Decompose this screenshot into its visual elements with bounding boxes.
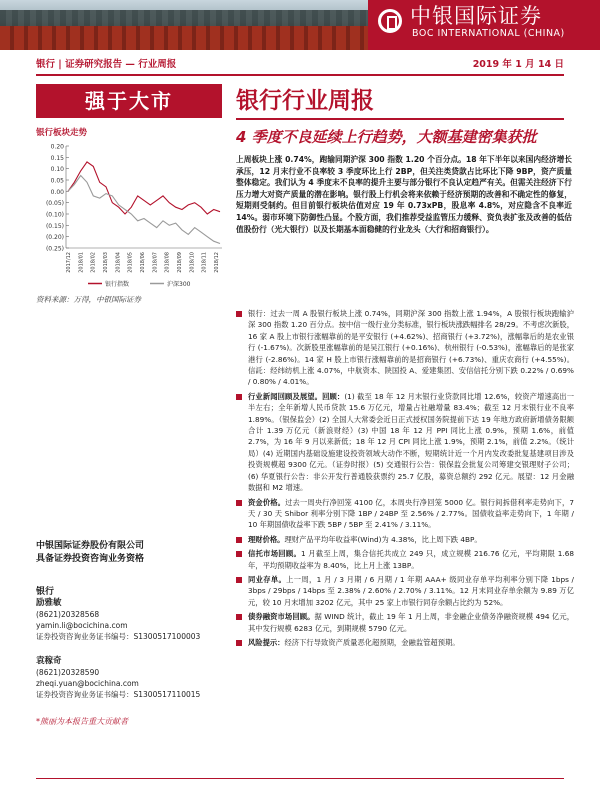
- x-tick-label: 2018/04: [115, 252, 122, 273]
- series-line-1: [68, 176, 220, 244]
- x-tick-label: 2018/08: [164, 252, 171, 273]
- bullet-item: [236, 497, 574, 531]
- y-tick-label: 0.05: [50, 177, 64, 185]
- x-tick-label: 2018/03: [103, 252, 109, 273]
- analyst-name: 袁稼奇: [36, 656, 62, 666]
- x-tick-label: 2018/06: [140, 252, 146, 273]
- analyst-card: [36, 656, 200, 700]
- chart-title: 银行板块走势: [36, 128, 88, 138]
- y-tick-label: 0.00: [50, 188, 64, 196]
- bullet-item: [236, 391, 574, 494]
- analyst-email[interactable]: yamin.li@bocichina.com: [36, 621, 128, 630]
- bullet-item: [236, 611, 574, 634]
- bullet-square-icon: [236, 551, 242, 557]
- bullet-square-icon: [236, 311, 242, 317]
- bullet-heading: 债券融资市场回顾。: [248, 612, 315, 622]
- analyst-card: [36, 598, 200, 642]
- contributor-note: *熊丽为本报告重大贡献者: [36, 717, 128, 726]
- x-tick-label: 2018/01: [78, 252, 85, 273]
- bullet-item: [236, 574, 574, 608]
- footer-divider: [36, 778, 564, 779]
- bullet-text: 经济下行导致资产质量恶化超预期，金融监管超预期。: [284, 637, 460, 647]
- title-divider: [236, 118, 564, 120]
- x-tick-label: 2018/02: [90, 252, 97, 273]
- bullet-item: [236, 534, 574, 545]
- analyst-name: 励雅敏: [36, 598, 62, 608]
- brand-logo: [368, 0, 600, 50]
- analyst-cert: 证券投资咨询业务证书编号：S1300517110015: [36, 690, 201, 699]
- company-name: 中银国际证券股份有限公司: [36, 541, 145, 551]
- bullet-heading: 风险提示：: [248, 637, 285, 647]
- legend-label: 沪深300: [167, 281, 191, 288]
- sector-label: 银行: [36, 587, 55, 597]
- sector-performance-chart: [36, 138, 226, 292]
- x-tick-label: 2018/09: [177, 252, 183, 273]
- legend-label: 银行指数: [105, 281, 130, 288]
- y-tick-label: (0.20): [45, 234, 64, 242]
- x-tick-label: 2018/10: [189, 252, 196, 273]
- bullet-square-icon: [236, 394, 242, 400]
- bullet-item: [236, 637, 574, 648]
- x-tick-label: 2018/07: [152, 252, 159, 273]
- bullet-item: [236, 548, 574, 571]
- bullet-heading: 资金价格。: [248, 497, 286, 507]
- y-tick-label: (0.10): [45, 211, 64, 219]
- report-date: 2019 年 1 月 14 日: [472, 59, 564, 70]
- y-tick-label: (0.15): [45, 222, 64, 230]
- analyst-cert: 证券投资咨询业务证书编号：S1300517100003: [36, 632, 201, 641]
- bullet-text: 理财产品平均年收益率(Wind)为 4.38%，比上周下跌 4BP。: [284, 534, 482, 544]
- analyst-phone: (8621)20328590: [36, 668, 100, 677]
- rating-badge: [36, 84, 222, 118]
- bullet-text: 过去一周央行净回笼 4100 亿，本周央行净回笼 5000 亿。银行间拆借利率走势向下，7 天 / 30 天 Shibor 利率分别下降 1BP / 24BP 至 2.56% / 2.77%。国债收益率走势向下，1 年期 / 10 年期国债收益率下跌 5BP / 5BP 至 2.41% / 3.11%。: [248, 497, 575, 530]
- x-tick-label: 2018/11: [201, 252, 208, 273]
- bullet-heading: 信托市场回顾。: [248, 549, 302, 559]
- chart-source: 资料来源：万得，中银国际证券: [36, 295, 141, 304]
- logo-english-name: BOC INTERNATIONAL (CHINA): [412, 28, 565, 39]
- y-tick-label: 0.20: [50, 143, 64, 151]
- bullet-text: 上一周，1 月 / 3 月期 / 6 月期 / 1 年期 AAA+ 级同业存单平均利率分别下降 1bps / 3bps / 29bps / 14bps 至 2.38% / 2.60% / 2.70% / 3.11%。12 月末同业存单余额为 9.89 万亿元，较 10 月末增加 3202 亿元，其中 25 家上市银行同存余额占比约为 52%。: [248, 574, 575, 607]
- company-qualification: 具备证券投资咨询业务资格: [36, 554, 145, 564]
- y-tick-label: 0.10: [50, 166, 64, 174]
- bullet-square-icon: [236, 577, 242, 583]
- bullet-text: 1 月截至上周，集合信托共成立 249 只，成立规模 216.76 亿元，平均期限 1.68 年，平均预期收益率为 8.40%，比上月上涨 13BP。: [248, 549, 575, 570]
- logo-chinese-name: 中银国际证券: [410, 4, 542, 28]
- header-banner: [0, 0, 600, 50]
- header-divider: [36, 74, 564, 76]
- bullet-square-icon: [236, 614, 242, 620]
- x-tick-label: 2018/05: [127, 252, 134, 273]
- bullet-text: 据 WIND 统计，截止 19 年 1 月上周，非金融企业债务净融资规模 494 亿元，其中发行规模 6283 亿元，到期规模 5790 亿元。: [248, 612, 575, 633]
- series-line-0: [68, 162, 220, 214]
- boc-logo-icon: [378, 9, 402, 33]
- breadcrumb: 银行 | 证券研究报告 — 行业周报: [36, 59, 177, 70]
- rating-text: 强于大市: [85, 89, 173, 113]
- bullet-square-icon: [236, 500, 242, 506]
- y-tick-label: (0.05): [45, 200, 64, 208]
- analyst-email[interactable]: zheqi.yuan@bocichina.com: [36, 679, 139, 688]
- page-title: 银行行业周报: [236, 88, 374, 114]
- bullet-text: (1) 截至 18 年 12 月末银行业贷款同比增 12.6%，较资产增速高出一半左右；全年新增人民币贷款 15.6 万亿元，增量占社融增量 83.4%；截至 12 月末银行业不良率 1.89%。（银保监会）(2) 全国人大常委会近日正式授权国务院提前下达 19 年地方政府新增债务限额合计 1.39 万亿元（新浪财经）(3) 中国 18 年 12 月 PPI 同比上涨 0.9%，预期 1.6%，前值 2.7%，为 16 年 9 月以来新低；18 年 12 月 CPI 同比上涨 1.9%，预期 2.1%，前值 2.2%。（统计局）(4) 近期国内基础设施建设投资领域大动作不断，短期统计近一个月内发改委批复基建项目涉及投资规模超 9300 亿元。（证券时报）(5) 交通银行公告：银保监会批复公司筹建交银理财子公司；(6) 华夏银行公告：非公开发行普通股获票约 25.7 亿股，募资总额约 292 亿元。展望：12 月金融数据和 M2 增速。: [248, 391, 574, 493]
- page-subtitle: 4 季度不良延续上行趋势，大额基建密集获批: [236, 128, 537, 146]
- y-tick-label: 0.15: [50, 154, 64, 162]
- bullet-list: [236, 308, 574, 651]
- x-tick-label: 2017/12: [66, 252, 72, 273]
- bullet-heading: 理财价格。: [248, 534, 285, 544]
- y-tick-label: (0.25): [45, 245, 64, 253]
- breadcrumb-bar: [0, 50, 600, 74]
- bullet-text: 银行：过去一周 A 股银行板块上涨 0.74%，同期沪深 300 指数上涨 1.94%，A 股银行板块跑输沪深 300 指数 1.20 百分点。按中信一级行业分类标准，银行板块涨跌幅排名 28/29。不考虑次新股，16 家 A 股上市银行涨幅靠前的是平安银行 (+4.62%)、招商银行 (+3.72%)，涨幅靠后的是农业银行 (-1.67%)。次新股里涨幅靠前的是吴江银行 (+0.16%)、杭州银行 (-0.53%)，涨幅靠后的是张家港行 (-2.86%)。14 家 H 股上市银行涨幅靠前的是招商银行 (+6.73%)、重庆农商行 (+4.55%)。信託：经纬纺机上涨 4.07%，中航资本、陕国投 A、爱建集团、安信信托分别下跌 0.22% / 0.69% / 0.80% / 4.01%。: [248, 309, 574, 387]
- bullet-item: [236, 308, 574, 388]
- x-tick-label: 2018/12: [214, 252, 220, 273]
- bullet-heading: 同业存单。: [248, 574, 287, 584]
- summary-paragraph: 上周板块上涨 0.74%，跑输同期沪深 300 指数 1.20 个百分点。18 年下半年以来国内经济增长承压，12 月末行业不良率较 3 季度环比上行 2BP，但关注类贷款占比环比下降 9BP，资产质量整体稳定。我们认为 4 季度末不良率的提升主要与部分银行不良认定趋严有关。但需关注经济下行压力增大对资产质量的潜在影响。银行股上行机会将来依赖于经济预期的改善和不确定性的修复，短期则受制约。但目前银行板块估值对应 19 年 0.73xPB，股息率 4.8%，对应隐含不良率近 14%。弱市环境下防御性凸显。个股方面，我们推荐受益监管压力缓释、资负表扩张及改善的低估值股份行（光大银行）以及长期基本面稳健的行业龙头（大行和招商银行）。: [236, 155, 572, 234]
- analyst-phone: (8621)20328568: [36, 610, 100, 619]
- bullet-square-icon: [236, 537, 242, 543]
- company-info: [36, 540, 144, 566]
- bullet-heading: 行业新闻回顾及展望。回顾：: [248, 391, 345, 401]
- bullet-square-icon: [236, 640, 242, 646]
